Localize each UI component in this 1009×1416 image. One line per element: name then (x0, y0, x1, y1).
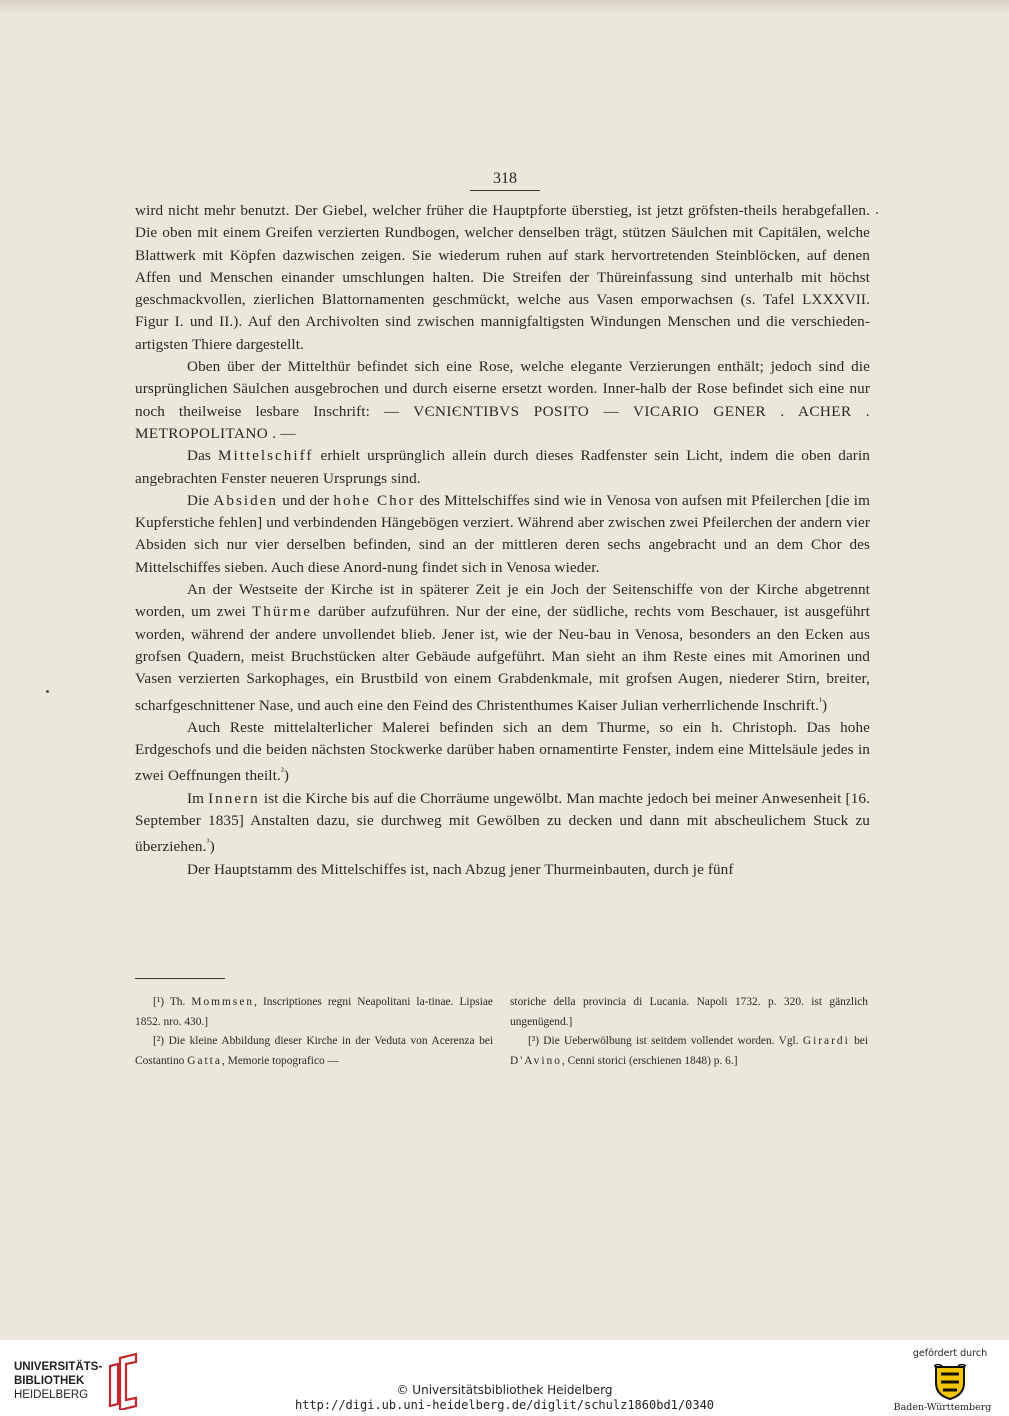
inscription-text: VЄNIЄNTIBVS POSITO — VICARIO GENER . ACHER . METROPOLITANO . (135, 402, 870, 442)
logo-line: UNIVERSITÄTS- (14, 1361, 103, 1373)
spaced-emphasis: Absiden (213, 491, 279, 509)
paragraph (135, 445, 870, 490)
paragraph-text: erhielt ursprünglich allein durch dieses Radfenster sein Licht, indem die oben darin angebrachten Fenster neueren Ursprungs sind. (135, 447, 870, 487)
paragraph (135, 579, 870, 717)
paragraph-text: [²) Die kleine Abbildung dieser Kirche in der Veduta von Acerenza bei Costantino (135, 1035, 493, 1067)
funded-by-label: gefördert durch (912, 1348, 988, 1359)
footnote-reference: ³ (206, 837, 210, 849)
paragraph-text: Auch Reste mittelalterlicher Malerei befinden sich an dem Thurme, so ein h. Christoph. Das hohe Erdgeschofs und die beiden nächsten Stockwerke darüber haben ornamentirte Fenster, indem eine Mittelsäule jedes in zwei Oeffnungen theilt. (135, 718, 870, 785)
spaced-emphasis: Gatta (187, 1054, 222, 1067)
paragraph-text: , Inscriptiones regni Neapolitani la-tinae. Lipsiae 1852. nro. 430.] (135, 996, 493, 1028)
spaced-emphasis: Girardi (802, 1035, 850, 1047)
footnote-reference: ¹ (818, 695, 823, 707)
paragraph (135, 490, 870, 579)
paragraph-text: Die (187, 491, 214, 509)
paragraph (135, 356, 870, 445)
paragraph (135, 859, 870, 881)
baden-wuerttemberg-crest-icon (932, 1363, 968, 1401)
paragraph-text: ) (822, 696, 828, 714)
paragraph (135, 993, 493, 1032)
permalink-url[interactable]: http://digi.ub.uni-heidelberg.de/diglit/schulz1860bd1/0340 (294, 1398, 715, 1412)
spaced-emphasis: D'Avino (510, 1054, 562, 1067)
page-number-rule (470, 190, 540, 191)
footnotes-right-column (510, 993, 868, 1071)
paragraph-text: des Mittelschiffes sind wie in Venosa von aufsen mit Pfeilerchen [die im Kupferstiche fehlen] und verbindenden Hängebögen verziert. Während aber zwischen zwei Pfeilerchen der andern vier Absiden sich nur vier derselben befinden, sind an der mittleren deren sechs angebracht und an dem Chor des Mittelschiffes sieben. Auch diese Anord-nung findet sich in Venosa wieder. (135, 491, 870, 576)
body-text (135, 200, 870, 881)
paragraph-text: wird nicht mehr benutzt. Der Giebel, welcher früher die Hauptpforte überstieg, ist jetzt gröfsten-theils herabgefallen. Die oben mit einem Greifen verzierten Rundbogen, welcher denselben trägt, stützen Säulchen mit Capitälen, welche Blattwerk mit Köpfen dazwischen zeigen. Sie wiederum ruhen auf stark hervortretenden Steinblöcken, auf denen Affen und Menschen einander umschlungen halten. Die Streifen der Thüreinfassung sind unterhalb mit höchst geschmackvollen, zierlichen Blattornamenten geschmückt, welche aus Vasen emporwachsen (s. Tafel LXXXVII. Figur I. und II.). Auf den Archivolten sind zwischen mannigfaltigsten Windungen Menschen und die verschieden-artigsten Thiere dargestellt. (135, 202, 870, 353)
spaced-emphasis: Mittelschiff (218, 447, 314, 465)
paragraph-text: Der Hauptstamm des Mittelschiffes ist, nach Abzug jener Thurmeinbauten, durch je fünf (187, 860, 734, 878)
paragraph-text: Oben über der Mittelthür befindet sich eine Rose, welche elegante Verzierungen enthält; jedoch sind die ursprünglichen Säulchen ausgebrochen und durch eiserne ersetzt worden. Inner-halb der Rose befindet sich eine nur noch theilweise lesbare Inschrift: — (135, 358, 870, 420)
logo-line: HEIDELBERG (14, 1389, 89, 1401)
logo-line: BIBLIOTHEK (14, 1375, 85, 1387)
paragraph-text: bei (849, 1035, 868, 1047)
copyright-notice: © Universitätsbibliothek Heidelberg (396, 1383, 613, 1397)
paragraph (135, 717, 870, 788)
paragraph-text: , Memorie topografico — (221, 1054, 339, 1067)
paragraph-text: An der Westseite der Kirche ist in späterer Zeit je ein Joch der Seitenschiffe von der Kirche abgetrennt worden, um zwei (135, 581, 870, 621)
page-number: 318 (493, 170, 517, 187)
spaced-emphasis: Innern (208, 789, 260, 807)
scan-speck (46, 690, 49, 693)
scan-speck (876, 212, 878, 214)
paragraph (510, 993, 868, 1032)
paragraph (135, 1032, 493, 1071)
spaced-emphasis: Thürme (251, 603, 313, 621)
sponsor-name[interactable]: Baden-Württemberg (893, 1402, 992, 1413)
paragraph-text: , Cenni storici (erschienen 1848) p. 6.] (561, 1054, 738, 1067)
viewer-footer (0, 1340, 1009, 1416)
paragraph-text: Im (187, 789, 209, 807)
paragraph-text: storiche della provincia di Lucania. Napoli 1732. p. 320. ist gänzlich ungenügend.] (510, 996, 868, 1028)
paragraph-text: — (276, 424, 296, 442)
spaced-emphasis: Mommsen (191, 996, 255, 1008)
spaced-emphasis: hohe Chor (333, 491, 416, 509)
paragraph-text: Das (187, 447, 218, 465)
paragraph-text: ) (283, 767, 290, 785)
paragraph-text: [¹) Th. (153, 996, 192, 1008)
footnotes-left-column (135, 993, 493, 1071)
page-top-edge (0, 0, 1009, 14)
paragraph-text: und der (278, 491, 334, 509)
paragraph (510, 1032, 868, 1071)
footnote-divider (135, 978, 225, 979)
paragraph-text: darüber aufzuführen. Nur der eine, der südliche, rechts vom Beschauer, ist ausgeführt worden, während der andere unvollendet blieb. Jener ist, wie der Neu-bau in Venosa, besonders an den Ecken aus grofsen Quadern, meist Bruchstücken alter Gebäude aufgeführt. Man sieht an ihm Reste eines mit Amorinen und Vasen verzierten Sarkophages, ein Brustbild von einem Grabdenkmale, mit grofsen Augen, niederer Stirn, breiter, scharfgeschnittener Nase, und auch eine den Feind des Christenthumes Kaiser Julian verherrlichende Inschrift. (135, 603, 870, 714)
paragraph-text: ist die Kirche bis auf die Chorräume ungewölbt. Man machte jedoch bei meiner Anwesenheit [16. September 1835] Anstalten dazu, sie durchweg mit Gewölben zu decken und dann mit abscheulichem Stuck zu überziehen. (135, 789, 870, 856)
paragraph-text: [³) Die Ueberwölbung ist seitdem vollendet worden. Vgl. (528, 1035, 803, 1047)
footnote-reference: ² (280, 766, 284, 778)
paragraph (135, 788, 870, 859)
paragraph (135, 200, 870, 356)
paragraph-text: ) (209, 838, 215, 856)
